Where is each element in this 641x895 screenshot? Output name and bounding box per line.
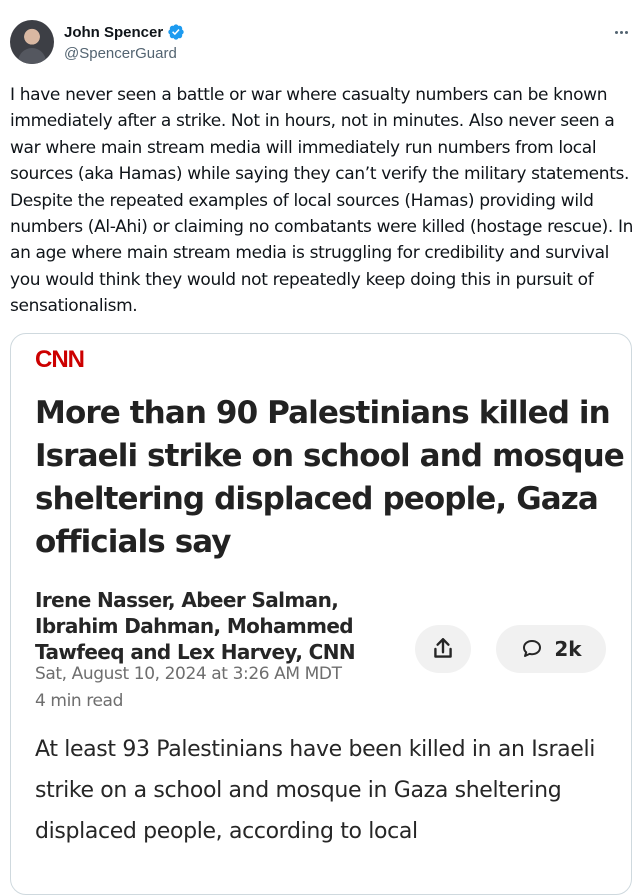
tweet-header (10, 20, 631, 68)
article-body: At least 93 Palestinians have been killed in an Israeli strike on a school and mosque in Gaza sheltering displaced people, according to local (35, 737, 595, 844)
comment-count: 2k (554, 637, 582, 661)
author-name[interactable]: John Spencer (64, 23, 164, 41)
comment-bubble-icon (520, 637, 544, 661)
article-meta (35, 661, 342, 715)
article-byline: Irene Nasser, Abeer Salman, Ibrahim Dahman, Mohammed Tawfeeq and Lex Harvey, CNN (35, 588, 356, 664)
article-card[interactable] (10, 333, 632, 895)
article-read-time: 4 min read (35, 691, 123, 711)
article-timestamp: Sat, August 10, 2024 at 3:26 AM MDT (35, 664, 342, 684)
author-info[interactable] (64, 22, 185, 62)
avatar[interactable] (10, 20, 54, 64)
share-icon (430, 636, 456, 662)
comments-button[interactable] (496, 625, 606, 673)
cnn-logo: CNN (35, 346, 84, 373)
author-handle[interactable]: @SpencerGuard (64, 45, 177, 62)
verified-badge-icon (167, 23, 185, 41)
more-options-icon[interactable] (611, 22, 631, 42)
article-headline[interactable]: More than 90 Palestinians killed in Israeli strike on school and mosque sheltering displaced people, Gaza officials say (35, 395, 624, 560)
tweet-text: I have never seen a battle or war where casualty numbers can be known immediately after a strike. Not in hours, not in minutes. Also never seen a war where main stream media will immediately run numbers from local sources (aka Hamas) while saying they can’t verify the military statements. Despite the repeated examples of local sources (Hamas) providing wild numbers (Al-Ahi) or claiming no combatants were killed (hostage rescue). In an age where main stream media is struggling for credibility and survival you would think they would not repeatedly keep doing this in pursuit of sensationalism. (10, 85, 634, 317)
share-button[interactable] (415, 625, 471, 673)
